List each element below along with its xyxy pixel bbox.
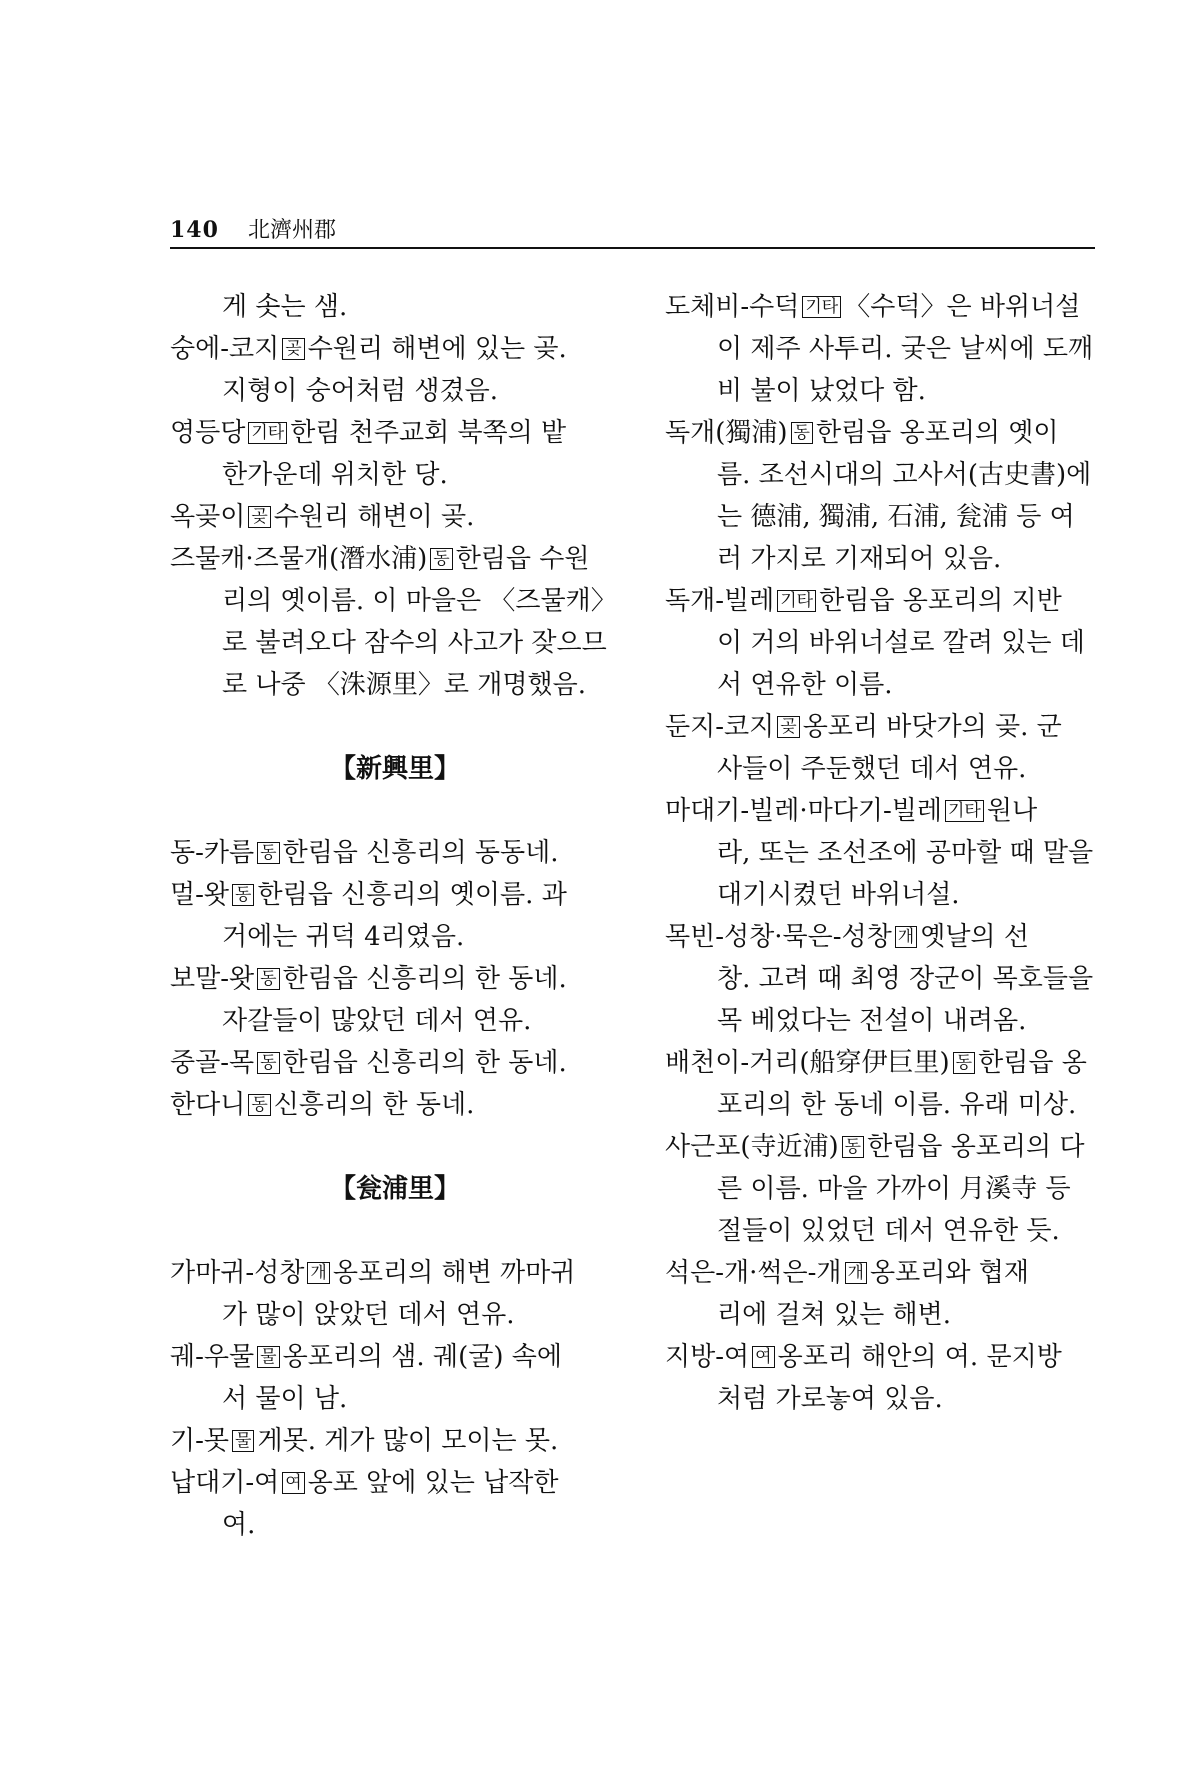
category-tag: 기타 <box>248 422 287 444</box>
page-header <box>170 213 336 244</box>
category-tag: 동 <box>232 884 254 906</box>
entry-text: 한림읍 옹 <box>978 1048 1087 1078</box>
entry-line: 처럼 가로놓여 있음. <box>717 1384 943 1414</box>
category-tag: 개 <box>307 1262 329 1284</box>
entry-line <box>665 1252 1105 1294</box>
entry-line <box>665 412 1105 454</box>
entry-line <box>665 1042 1105 1084</box>
entry-line <box>170 1252 620 1294</box>
entry-line: 지형이 숭어처럼 생겼음. <box>222 376 498 406</box>
entry-line: 러 가지로 기재되어 있음. <box>717 544 1002 574</box>
entry-text: 수원리 해변에 있는 곶. <box>307 334 567 364</box>
entry-line: 사들이 주둔했던 데서 연유. <box>717 754 1027 784</box>
entry-term: 가마귀-성창 <box>170 1258 305 1288</box>
entry-text: 한림읍 옹포리의 다 <box>867 1132 1085 1162</box>
entry-text: 한림읍 신흥리의 한 동네. <box>282 1048 567 1078</box>
entry-text: 옹포리의 샘. 궤(굴) 속에 <box>282 1342 562 1372</box>
right-column <box>665 286 1105 1420</box>
entry-term: 석은-개·썩은-개 <box>665 1258 842 1288</box>
category-tag: 기타 <box>777 590 816 612</box>
entry-term: 동-카름 <box>170 838 255 868</box>
entry-text: 옹포 앞에 있는 납작한 <box>307 1468 559 1498</box>
entry-line: 름. 조선시대의 고사서(古史書)에 <box>717 460 1092 490</box>
entry-line: 로 불려오다 잠수의 사고가 잦으므 <box>222 628 607 658</box>
entry-line: 절들이 있었던 데서 연유한 듯. <box>717 1216 1060 1246</box>
entry-term: 독개-빌레 <box>665 586 775 616</box>
category-tag: 동 <box>791 422 813 444</box>
entry-text: 옹포리 해안의 여. 문지방 <box>777 1342 1062 1372</box>
entry-line: 리에 걸쳐 있는 해변. <box>717 1300 951 1330</box>
entry-term: 마대기-빌레·마다기-빌레 <box>665 796 942 826</box>
entry-line: 대기시켰던 바위너설. <box>717 880 960 910</box>
section-heading: 【瓮浦里】 <box>329 1174 460 1204</box>
entry-line: 른 이름. 마을 가까이 月溪寺 등 <box>717 1174 1071 1204</box>
entry-text: 게못. 게가 많이 모이는 못. <box>257 1426 559 1456</box>
entry-line: 목 베었다는 전설이 내려옴. <box>717 1006 1027 1036</box>
entry-line <box>665 916 1105 958</box>
entry-line <box>170 538 620 580</box>
entry-line <box>665 286 1105 328</box>
entry-line: 이 거의 바위너설로 깔려 있는 데 <box>717 628 1085 658</box>
entry-term: 중골-목 <box>170 1048 255 1078</box>
entry-term: 독개(獨浦) <box>665 418 788 448</box>
entry-line: 라, 또는 조선조에 공마할 때 말을 <box>717 838 1094 868</box>
entry-line <box>170 874 620 916</box>
entry-line <box>665 1126 1105 1168</box>
left-column <box>170 286 620 1546</box>
entry-line: 이 제주 사투리. 궂은 날씨에 도깨 <box>717 334 1094 364</box>
entry-text: 수원리 해변이 곶. <box>273 502 475 532</box>
entry-line <box>665 580 1105 622</box>
entry-text: 한림읍 신흥리의 한 동네. <box>282 964 567 994</box>
entry-line: 창. 고려 때 최영 장군이 목호들을 <box>717 964 1094 994</box>
entry-term: 보말-왓 <box>170 964 255 994</box>
running-title: 北濟州郡 <box>247 218 336 243</box>
category-tag: 물 <box>232 1430 254 1452</box>
category-tag: 곶 <box>248 506 270 528</box>
entry-text: 한림읍 옹포리의 옛이 <box>815 418 1059 448</box>
entry-line <box>170 1420 620 1462</box>
entry-line: 포리의 한 동네 이름. 유래 미상. <box>717 1090 1077 1120</box>
entry-line: 게 솟는 샘. <box>222 292 348 322</box>
entry-term: 궤-우물 <box>170 1342 255 1372</box>
entry-term: 영등당 <box>170 418 246 448</box>
entry-term: 지방-여 <box>665 1342 750 1372</box>
entry-line <box>665 790 1105 832</box>
entry-line <box>170 1042 620 1084</box>
entry-text: 한림읍 수원 <box>455 544 590 574</box>
entry-text: 한림읍 신흥리의 동동네. <box>282 838 559 868</box>
category-tag: 동 <box>257 1052 279 1074</box>
entry-line <box>170 1084 620 1126</box>
entry-term: 멀-왓 <box>170 880 230 910</box>
entry-term: 배천이-거리(船穿伊巨里) <box>665 1048 950 1078</box>
page-number: 140 <box>170 217 219 243</box>
category-tag: 곶 <box>282 338 304 360</box>
entry-term: 둔지-코지 <box>665 712 775 742</box>
entry-line <box>170 412 620 454</box>
header-rule <box>170 247 1095 249</box>
category-tag: 개 <box>895 926 917 948</box>
entry-line: 는 德浦, 獨浦, 石浦, 瓮浦 등 여 <box>717 502 1075 532</box>
entry-text: 한림읍 신흥리의 옛이름. 과 <box>257 880 567 910</box>
entry-line: 거에는 귀덕 4리였음. <box>222 922 465 952</box>
entry-line: 비 불이 났었다 함. <box>717 376 926 406</box>
entry-text: 원나 <box>986 796 1038 826</box>
entry-term: 옥곶이 <box>170 502 246 532</box>
entry-line: 서 연유한 이름. <box>717 670 893 700</box>
entry-term: 목빈-성창·묵은-성창 <box>665 922 892 952</box>
entry-line <box>170 1462 620 1504</box>
category-tag: 동 <box>257 842 279 864</box>
entry-term: 한다니 <box>170 1090 246 1120</box>
category-tag: 개 <box>845 1262 867 1284</box>
entry-line <box>170 328 620 370</box>
entry-term: 사근포(寺近浦) <box>665 1132 839 1162</box>
category-tag: 동 <box>430 548 452 570</box>
category-tag: 동 <box>953 1052 975 1074</box>
entry-text: 〈수덕〉은 바위너설 <box>844 292 1081 322</box>
entry-line <box>170 832 620 874</box>
entry-line <box>170 496 620 538</box>
entry-text: 옹포리와 협재 <box>869 1258 1029 1288</box>
entry-line <box>665 706 1105 748</box>
entry-line: 서 물이 남. <box>222 1384 348 1414</box>
entry-text: 한림 천주교회 북쪽의 밭 <box>290 418 567 448</box>
category-tag: 곶 <box>777 716 799 738</box>
entry-line <box>170 1336 620 1378</box>
entry-line: 로 나중 〈洙源里〉로 개명했음. <box>222 670 586 700</box>
entry-text: 옹포리의 해변 까마귀 <box>332 1258 576 1288</box>
entry-line <box>665 1336 1105 1378</box>
entry-line: 가 많이 앉았던 데서 연유. <box>222 1300 515 1330</box>
entry-line <box>170 958 620 1000</box>
entry-term: 기-못 <box>170 1426 230 1456</box>
category-tag: 물 <box>257 1346 279 1368</box>
entry-term: 즈물캐·즈물개(潛水浦) <box>170 544 428 574</box>
category-tag: 동 <box>248 1094 270 1116</box>
entry-text: 옛날의 선 <box>920 922 1029 952</box>
category-tag: 여 <box>752 1346 774 1368</box>
category-tag: 기타 <box>945 800 984 822</box>
entry-text: 옹포리 바닷가의 곶. 군 <box>802 712 1062 742</box>
entry-term: 도체비-수덕 <box>665 292 800 322</box>
category-tag: 동 <box>842 1136 864 1158</box>
entry-text: 한림읍 옹포리의 지반 <box>819 586 1062 616</box>
entry-term: 숭에-코지 <box>170 334 280 364</box>
category-tag: 기타 <box>802 296 841 318</box>
category-tag: 동 <box>257 968 279 990</box>
entry-line: 여. <box>222 1510 256 1540</box>
entry-line: 리의 옛이름. 이 마을은 〈즈물캐〉 <box>222 586 617 616</box>
category-tag: 여 <box>282 1472 304 1494</box>
entry-term: 납대기-여 <box>170 1468 280 1498</box>
entry-line: 한가운데 위치한 당. <box>222 460 448 490</box>
section-heading: 【新興里】 <box>329 754 460 784</box>
entry-text: 신흥리의 한 동네. <box>273 1090 475 1120</box>
entry-line: 자갈들이 많았던 데서 연유. <box>222 1006 532 1036</box>
